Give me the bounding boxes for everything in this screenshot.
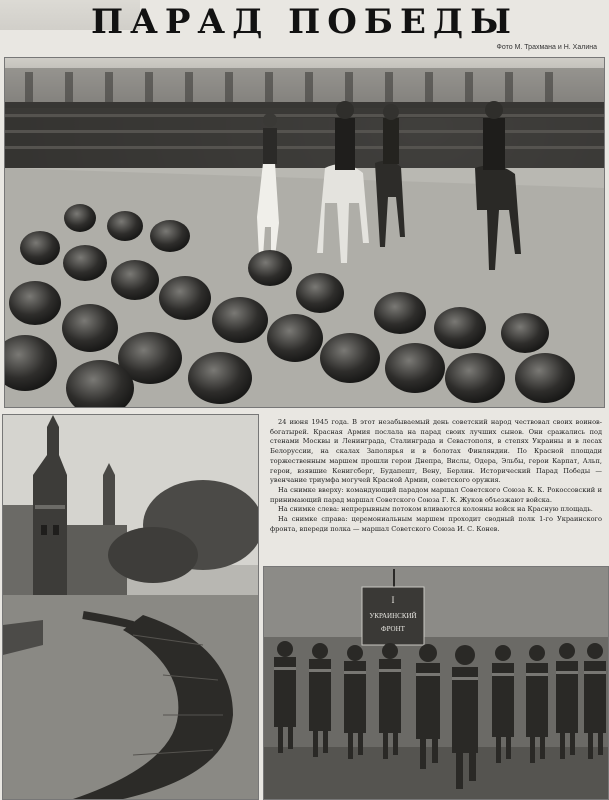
photo-top-illustration bbox=[5, 58, 604, 407]
banner-line-3: ФРОНТ bbox=[381, 625, 405, 633]
masthead bbox=[0, 0, 609, 56]
photo-credit: Фото М. Трахмана и Н. Халина bbox=[496, 44, 597, 51]
photo-marching-regiment bbox=[263, 566, 609, 800]
article-paragraph: 24 июня 1945 года. В этот незабываемый день советский народ чествовал своих воинов-богатырей. Красная Армия послала на парад своих лучших сынов. Они сражались под стенами Москвы и Ленинграда, Сталинграда и Севастополя, в степях Украины и в лесах Белоруссии, на скалах Заполярья и в болотах Финляндии. По Красной площади торжественным маршем прошли герои Днепра, Вислы, Одера, Эльбы, герои Карпат, Альп, герои, взявшие Кенигсберг, Будапешт, Вену, Берлин. Исторический Парад Победы — увенчание триумфа могучей Красной Армии, советского оружия. bbox=[270, 418, 602, 485]
banner-line-2: УКРАИНСКИЙ bbox=[369, 612, 417, 620]
article-paragraph: На снимке вверху: командующий парадом маршал Советского Союза К. К. Рокоссовский и принимающий парад маршал Советского Союза Г. К. Жуков объезжают войска. bbox=[270, 485, 602, 504]
article-paragraph: На снимке справа: церемониальным маршем проходит сводный полк 1-го Украинского фронта, впереди полка — маршал Советского Союза И. С. Конев. bbox=[270, 515, 602, 533]
article-text bbox=[270, 418, 602, 560]
photo-marshals-review bbox=[4, 57, 605, 408]
page-title: ПАРАД ПОБЕДЫ bbox=[91, 2, 518, 42]
photo-left-illustration bbox=[3, 415, 258, 799]
photo-right-illustration bbox=[264, 567, 608, 799]
banner-line-1: I bbox=[391, 595, 395, 605]
photo-troop-columns bbox=[2, 414, 259, 800]
article-paragraph: На снимке слева: непрерывным потоком вливаются колонны войск на Красную площадь. bbox=[278, 505, 593, 514]
